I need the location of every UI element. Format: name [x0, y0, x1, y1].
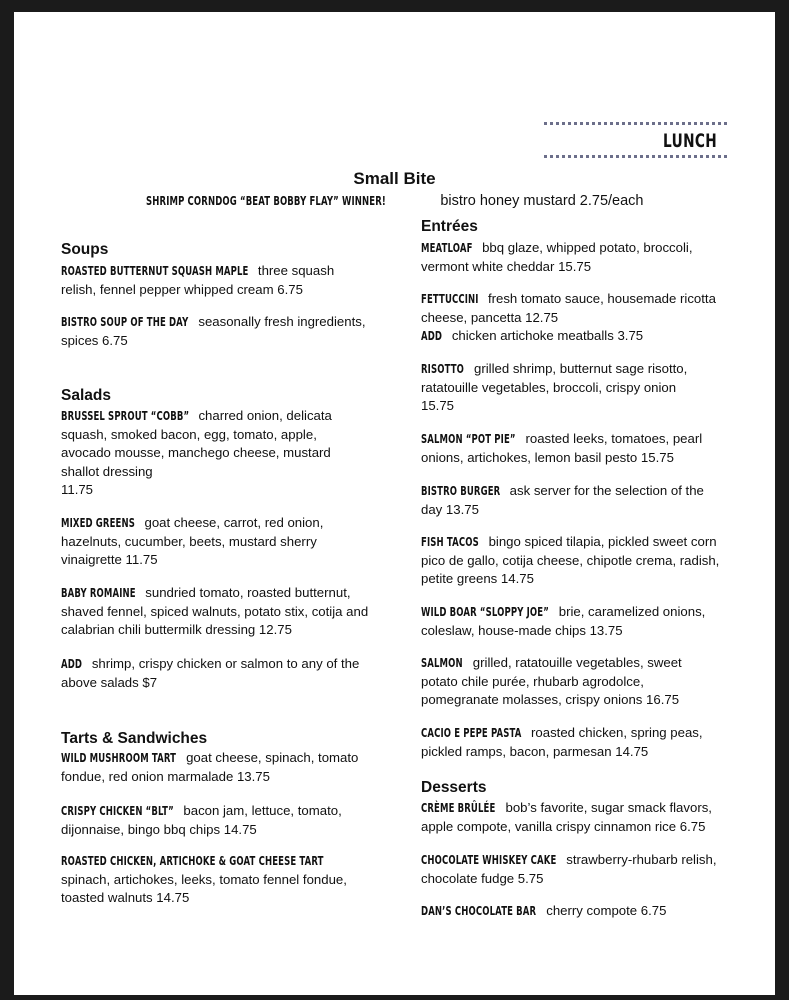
item-name: SALMON “POT PIE” — [421, 431, 516, 446]
lunch-header — [544, 122, 727, 168]
item-description: seasonally fresh ingredients, spices 6.75 — [61, 314, 366, 348]
menu-item — [61, 802, 351, 839]
small-bite-item — [14, 193, 775, 209]
item-name: MEATLOAF — [421, 240, 473, 255]
small-bite-name: SHRIMP CORNDOG “BEAT BOBBY FLAY” WINNER! — [145, 193, 386, 208]
item-name: MIXED GREENS — [61, 515, 136, 530]
menu-item — [61, 514, 343, 570]
item-name: BRUSSEL SPROUT “COBB” — [61, 408, 190, 423]
item-description: charred onion, delicata squash, smoked bacon, egg, tomato, apple, avocado mousse, manchego cheese, mustard shallot dressing — [61, 408, 332, 479]
menu-item — [421, 430, 711, 467]
menu-page — [14, 12, 775, 995]
menu-item — [421, 239, 716, 276]
small-bite-description: bistro honey mustard 2.75/each — [440, 193, 644, 209]
item-name: ROASTED BUTTERNUT SQUASH MAPLE — [61, 263, 249, 278]
menu-item — [421, 603, 721, 640]
menu-item — [421, 290, 729, 327]
item-name: ADD — [61, 656, 83, 671]
item-description: bob’s favorite, sugar smack flavors, apple compote, vanilla crispy cinnamon rice 6.75 — [421, 800, 712, 834]
item-description: cherry compote 6.75 — [546, 903, 667, 918]
item-description: chicken artichoke meatballs 3.75 — [451, 328, 644, 343]
menu-item — [61, 655, 373, 692]
menu-item — [421, 851, 731, 888]
item-name: CRÈME BRÛLÉE — [421, 800, 496, 815]
item-name: WILD MUSHROOM TART — [61, 750, 177, 765]
item-name: CACIO E PEPE PASTA — [421, 725, 522, 740]
item-name: CHOCOLATE WHISKEY CAKE — [421, 852, 557, 867]
soups-heading: Soups — [61, 241, 109, 258]
item-description: ask server for the selection of the day 13.75 — [421, 483, 704, 517]
item-name: DAN’S CHOCOLATE BAR — [421, 903, 537, 918]
item-name: RISOTTO — [421, 361, 465, 376]
item-description: roasted leeks, tomatoes, pearl onions, artichokes, lemon basil pesto 15.75 — [421, 431, 703, 465]
desserts-heading: Desserts — [421, 779, 487, 796]
item-name: FISH TACOS — [421, 534, 479, 549]
item-description: sundried tomato, roasted butternut, shaved fennel, spiced walnuts, potato stix, cotija and calabrian chili buttermilk dressing 12.75 — [61, 585, 369, 637]
item-description: bingo spiced tilapia, pickled sweet corn pico de gallo, cotija cheese, chipotle crema, radish, petite greens 14.75 — [421, 534, 720, 586]
item-description: goat cheese, spinach, tomato fondue, red onion marmalade 13.75 — [61, 750, 359, 784]
menu-item — [421, 533, 721, 589]
item-description: roasted chicken, spring peas, pickled ramps, bacon, parmesan 14.75 — [421, 725, 703, 759]
menu-item — [421, 724, 721, 761]
menu-item — [421, 654, 706, 710]
item-name: WILD BOAR “SLOPPY JOE” — [421, 604, 549, 619]
item-name: BISTRO BURGER — [421, 483, 501, 498]
item-description: brie, caramelized onions, coleslaw, house-made chips 13.75 — [421, 604, 706, 638]
menu-title: LUNCH — [662, 130, 717, 152]
entrees-heading: Entrées — [421, 218, 478, 235]
salads-heading: Salads — [61, 387, 111, 404]
menu-item — [61, 313, 371, 350]
item-description: grilled shrimp, butternut sage risotto, ratatouille vegetables, broccoli, crispy onion 15.75 — [421, 361, 688, 413]
item-description: fresh tomato sauce, housemade ricotta cheese, pancetta 12.75 — [421, 291, 716, 325]
item-name: ROASTED CHICKEN, ARTICHOKE & GOAT CHEESE TART — [61, 853, 324, 868]
menu-item — [61, 407, 346, 500]
item-description: three squash relish, fennel pepper whipped cream 6.75 — [61, 263, 335, 297]
small-bite-heading: Small Bite — [353, 169, 436, 188]
dotted-rule-top — [544, 122, 727, 125]
item-description: spinach, artichokes, leeks, tomato fennel fondue, toasted walnuts 14.75 — [61, 871, 347, 905]
menu-item — [61, 262, 371, 299]
menu-item — [421, 327, 729, 346]
menu-item — [421, 360, 711, 416]
item-description: shrimp, crispy chicken or salmon to any of the above salads $7 — [61, 656, 360, 690]
item-name: BABY ROMAINE — [61, 585, 136, 600]
dotted-rule-bottom — [544, 155, 727, 158]
item-name: BISTRO SOUP OF THE DAY — [61, 314, 189, 329]
menu-item — [61, 584, 371, 640]
item-name: SALMON — [421, 655, 463, 670]
item-price: 11.75 — [61, 482, 94, 497]
item-name: ADD — [421, 328, 443, 343]
item-description: bacon jam, lettuce, tomato, dijonnaise, bingo bbq chips 14.75 — [61, 803, 342, 837]
menu-item — [61, 852, 373, 908]
item-description: grilled, ratatouille vegetables, sweet potato chile purée, rhubarb agrodolce, pomegranate molasses, crispy onions 16.75 — [421, 655, 682, 707]
item-description: strawberry-rhubarb relish, chocolate fudge 5.75 — [421, 852, 717, 886]
item-description: bbq glaze, whipped potato, broccoli, vermont white cheddar 15.75 — [421, 240, 693, 274]
menu-item — [421, 799, 729, 836]
tarts-heading: Tarts & Sandwiches — [61, 730, 208, 747]
item-description: goat cheese, carrot, red onion, hazelnuts, cucumber, beets, mustard sherry vinaigrette 11.75 — [61, 515, 324, 567]
item-name: CRISPY CHICKEN “BLT” — [61, 803, 174, 818]
item-name: FETTUCCINI — [421, 291, 479, 306]
menu-item — [61, 749, 361, 786]
menu-item — [421, 482, 721, 519]
menu-item — [421, 902, 731, 921]
